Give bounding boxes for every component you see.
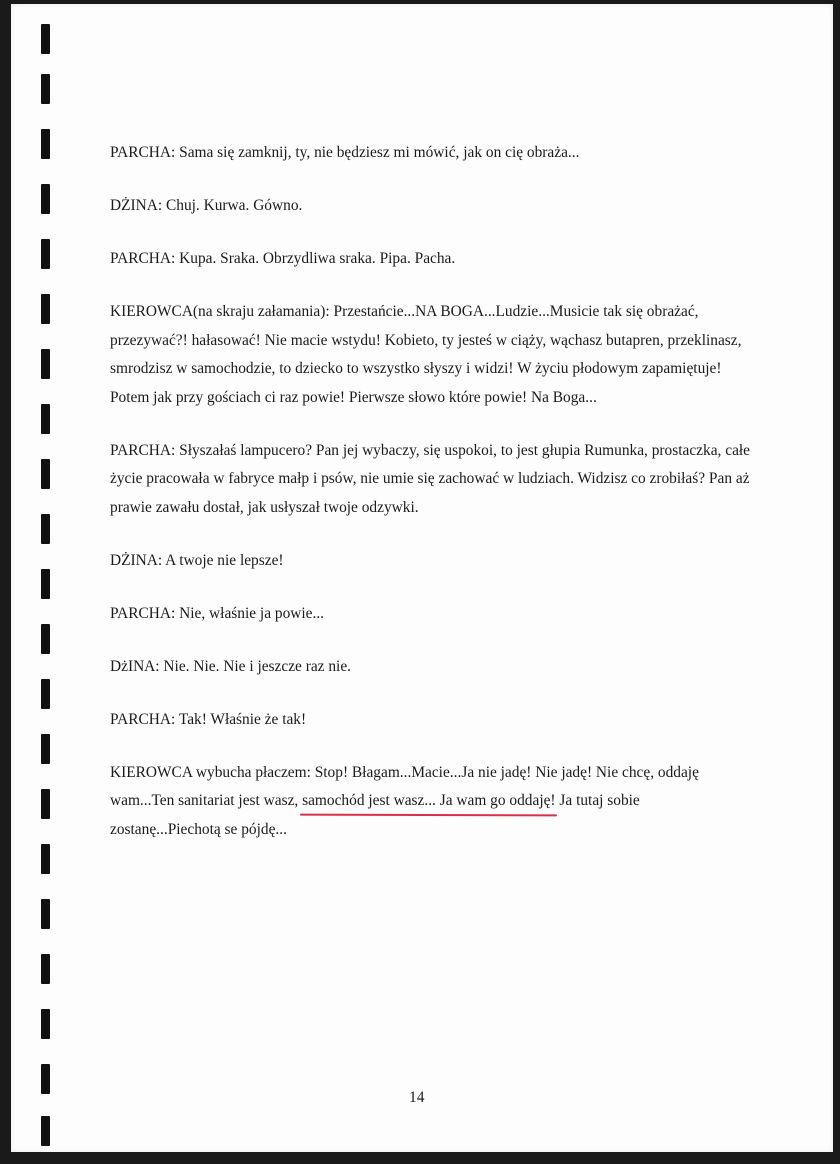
- binding-hole: [41, 129, 50, 159]
- binding-hole: [41, 514, 50, 544]
- binding-hole: [41, 24, 50, 54]
- binding-hole: [41, 679, 50, 709]
- binding-hole: [41, 404, 50, 434]
- dialogue-paragraph-last: [110, 759, 750, 845]
- binding-hole: [41, 1116, 50, 1146]
- binding-hole: [41, 569, 50, 599]
- binding-hole: [41, 954, 50, 984]
- binding-hole: [41, 459, 50, 489]
- page-number: 14: [409, 1089, 425, 1106]
- binding-hole: [41, 624, 50, 654]
- last-paragraph-before: KIEROWCA wybucha płaczem: Stop! Błagam...Macie...Ja nie jadę! Nie jadę! Nie chcę, oddaję wam...Ten sanitariat jest wasz,: [110, 763, 699, 809]
- binding-hole: [41, 844, 50, 874]
- script-text: [110, 139, 750, 869]
- dialogue-paragraph: PARCHA: Tak! Właśnie że tak!: [110, 710, 307, 728]
- dialogue-paragraph: DżINA: Nie. Nie. Nie i jeszcze raz nie.: [110, 657, 352, 675]
- binding-holes: [41, 4, 53, 1152]
- binding-hole: [41, 1064, 50, 1094]
- document-page: [11, 4, 833, 1152]
- underlined-text: samochód jest wasz... Ja wam go oddaję!: [302, 792, 556, 809]
- dialogue-paragraph: DŻINA: Chuj. Kurwa. Gówno.: [110, 197, 303, 214]
- dialogue-paragraph: PARCHA: Sama się zamknij, ty, nie będziesz mi mówić, jak on cię obraża...: [110, 144, 580, 161]
- dialogue-paragraph: PARCHA: Słyszałaś lampucero? Pan jej wybaczy, się uspokoi, to jest głupia Rumunka, prostaczka, całe życie pracowała w fabryce małp i psów, nie umie się zachować w ludziach. Widzisz co zrobiłaś? Pan aż prawie zawału dostał, jak usłyszał twoje odzywki.: [110, 441, 751, 516]
- binding-hole: [41, 734, 50, 764]
- dialogue-paragraph: KIEROWCA(na skraju załamania): Przestańcie...NA BOGA...Ludzie...Musicie tak się obrażać, przezywać?! hałasować! Nie macie wstydu! Kobieto, ty jesteś w ciąży, wąchasz butapren, przeklinasz, smrodzisz w samochodzie, to dziecko to wszystko słyszy i widzi! W życiu płodowym zapamiętuje! Potem jak przy gościach ci raz powie! Pierwsze słowo które powie! Na Boga...: [110, 303, 742, 406]
- binding-hole: [41, 789, 50, 819]
- binding-hole: [41, 349, 50, 379]
- dialogue-paragraph: DŻINA: A twoje nie lepsze!: [110, 551, 284, 569]
- dialogue-paragraph: PARCHA: Nie, właśnie ja powie...: [110, 604, 325, 622]
- dialogue-paragraph: PARCHA: Kupa. Sraka. Obrzydliwa sraka. Pipa. Pacha.: [110, 250, 456, 267]
- binding-hole: [41, 899, 50, 929]
- binding-hole: [41, 184, 50, 214]
- binding-hole: [41, 74, 50, 104]
- binding-hole: [41, 1009, 50, 1039]
- last-paragraph-after: Ja tutaj sobie zostanę...Piechotą se pójdę...: [110, 792, 640, 838]
- binding-hole: [41, 294, 50, 324]
- binding-hole: [41, 239, 50, 269]
